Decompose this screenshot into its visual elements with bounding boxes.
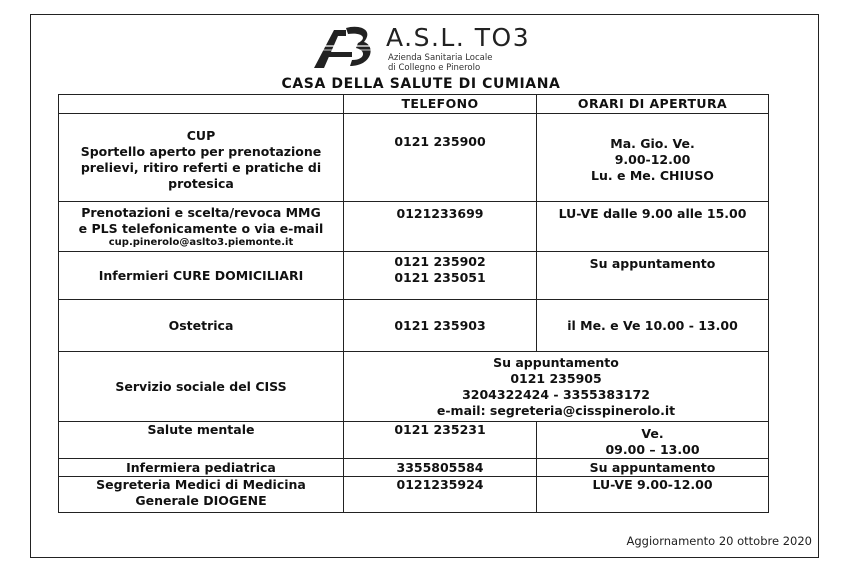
hours-cell	[537, 477, 769, 513]
asl-title: A.S.L. TO3	[386, 23, 531, 52]
service-cell	[59, 477, 344, 513]
service-line: Prenotazioni e scelta/revoca MMG	[81, 204, 321, 220]
service-line: Infermieri CURE DOMICILIARI	[98, 267, 304, 283]
table-row	[59, 352, 769, 422]
phone-cell	[344, 202, 537, 252]
phone-number: 0121 235902	[394, 254, 486, 269]
service-line: CUP	[186, 127, 216, 143]
table-row	[59, 202, 769, 252]
contact-email: e-mail: segreteria@cisspinerolo.it	[436, 402, 676, 418]
header-hours: ORARI DI APERTURA	[537, 95, 769, 114]
services-table	[58, 94, 769, 513]
service-line: Infermiera pediatrica	[126, 459, 276, 475]
table-row	[59, 114, 769, 202]
service-line: protesica	[168, 175, 234, 191]
service-line: prelievi, ritiro referti e pratiche di	[80, 159, 322, 175]
phone-cell	[344, 459, 537, 477]
service-cell	[59, 422, 344, 459]
hours-line: LU-VE 9.00-12.00	[592, 477, 713, 492]
service-line: Salute mentale	[147, 422, 255, 437]
service-line: Generale DIOGENE	[135, 493, 267, 508]
phone-cell	[344, 422, 537, 459]
table-row	[59, 477, 769, 513]
table-row	[59, 459, 769, 477]
last-updated: Aggiornamento 20 ottobre 2020	[626, 534, 812, 548]
hours-cell	[537, 114, 769, 202]
merged-contact-cell	[344, 352, 769, 422]
contact-line: Su appuntamento	[493, 354, 619, 370]
phone-cell	[344, 300, 537, 352]
table-row	[59, 252, 769, 300]
phone-cell	[344, 477, 537, 513]
table-row	[59, 300, 769, 352]
service-email: cup.pinerolo@aslto3.piemonte.it	[108, 236, 294, 248]
hours-line: 9.00-12.00	[614, 152, 691, 167]
hours-line: Ve.	[641, 426, 664, 441]
hours-line: Su appuntamento	[589, 459, 716, 475]
service-line: Servizio sociale del CISS	[115, 378, 287, 394]
phone-number: 0121 235051	[394, 270, 486, 285]
table-header-row	[59, 95, 769, 114]
contact-line: 3204322424 - 3355383172	[462, 386, 650, 402]
header-phone: TELEFONO	[344, 95, 537, 114]
hours-cell	[537, 300, 769, 352]
phone-cell	[344, 252, 537, 300]
service-cell	[59, 114, 344, 202]
phone-number: 0121 235900	[394, 134, 486, 149]
hours-line: Lu. e Me. CHIUSO	[591, 168, 714, 183]
phone-number: 0121 235903	[394, 317, 486, 333]
page-title: CASA DELLA SALUTE DI CUMIANA	[281, 76, 561, 92]
service-cell	[59, 352, 344, 422]
service-line: Segreteria Medici di Medicina	[96, 477, 306, 492]
phone-number: 3355805584	[396, 459, 484, 475]
hours-line: Ma. Gio. Ve.	[610, 136, 695, 151]
phone-cell	[344, 114, 537, 202]
service-cell	[59, 300, 344, 352]
asl-logo-mark-icon	[312, 22, 380, 70]
hours-line: il Me. e Ve 10.00 - 13.00	[567, 317, 738, 333]
phone-number: 0121235924	[396, 477, 484, 492]
asl-subtitle-line1: Azienda Sanitaria Locale	[388, 53, 493, 63]
header-service	[59, 95, 344, 114]
hours-cell	[537, 252, 769, 300]
service-line: Sportello aperto per prenotazione	[80, 143, 322, 159]
hours-cell	[537, 422, 769, 459]
hours-cell	[537, 202, 769, 252]
service-line: Ostetrica	[168, 317, 234, 333]
asl-subtitle-line2: di Collegno e Pinerolo	[388, 63, 481, 73]
service-cell	[59, 252, 344, 300]
hours-cell	[537, 459, 769, 477]
hours-line: Su appuntamento	[589, 256, 716, 271]
hours-line: LU-VE dalle 9.00 alle 15.00	[558, 206, 747, 221]
hours-line: 09.00 – 13.00	[605, 442, 700, 457]
phone-number: 0121233699	[396, 206, 484, 221]
asl-logo	[312, 22, 531, 74]
service-cell	[59, 202, 344, 252]
service-cell	[59, 459, 344, 477]
contact-line: 0121 235905	[510, 370, 602, 386]
phone-number: 0121 235231	[394, 422, 486, 437]
service-line: e PLS telefonicamente o via e-mail	[78, 220, 324, 236]
table-row	[59, 422, 769, 459]
